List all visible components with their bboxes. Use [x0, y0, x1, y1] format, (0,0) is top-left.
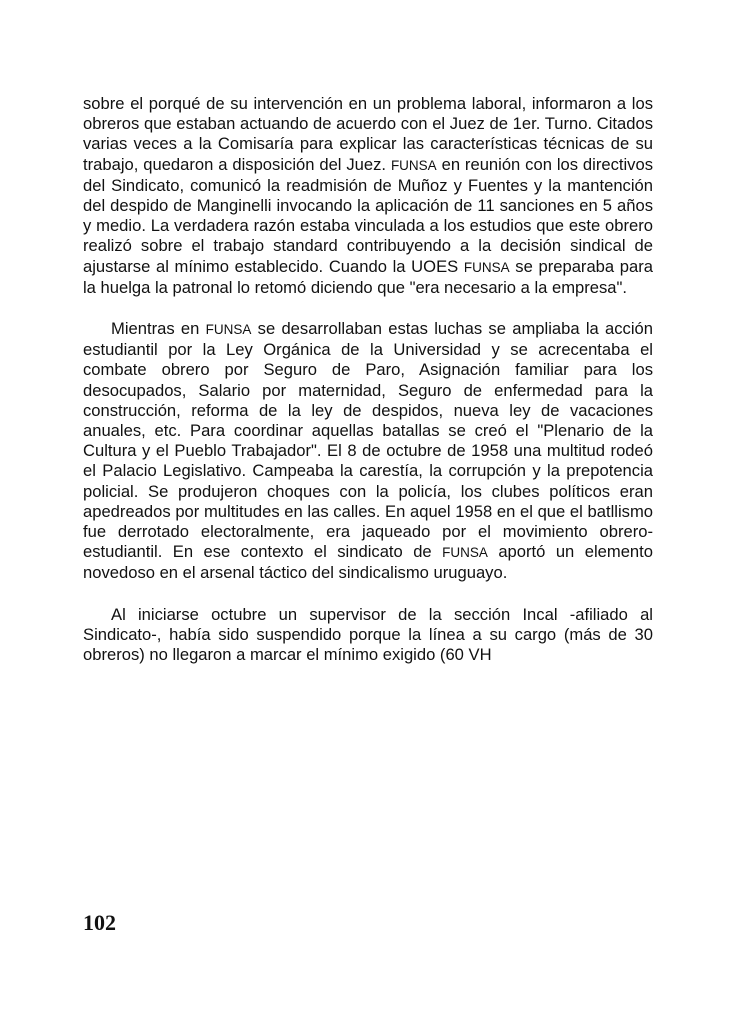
paragraph-2 — [83, 319, 653, 584]
funsa-smallcaps: FUNSA — [205, 322, 252, 338]
text-segment: se preparaba para la huelga la patronal lo retomó diciendo que "era necesario a la empresa". — [83, 256, 653, 297]
paragraph-3 — [83, 605, 653, 666]
paragraph-gap — [83, 298, 653, 319]
text-segment: Mientras en — [111, 319, 206, 339]
text-segment: sobre el porqué de su intervención en un problema laboral, informaron a los obreros que estaban actuando de acuerdo con el Juez de 1er. Turno. Citados varias veces a la Comisaría para explicar las características técnicas de su trabajo, quedaron a disposición del Juez. — [83, 94, 653, 174]
page-body — [83, 94, 653, 665]
text-segment: aportó un elemento novedoso en el arsenal táctico del sindicalismo uruguayo. — [83, 542, 653, 583]
funsa-smallcaps: FUNSA — [463, 259, 510, 275]
paragraph-gap — [83, 584, 653, 605]
text-segment: Al iniciarse octubre un supervisor de la sección Incal -afiliado al Sindicato-, había sido suspendido porque la línea a su cargo (más de 30 obreros) no llegaron a marcar el mínimo exigido (60 VH — [83, 604, 653, 665]
text-segment: en reunión con los directivos del Sindicato, comunicó la readmisión de Muñoz y Fuentes y la mantención del despido de Manginelli invocando la aplicación de 11 sanciones en 5 años y medio. La verdadera razón estaba vinculada a los estudios que este obrero realizó sobre el trabajo standard contribuyendo a la decisión sindical de ajustarse al mínimo establecido. Cuando la UOES — [83, 154, 654, 276]
page-number: 102 — [83, 910, 116, 935]
text-segment: se desarrollaban estas luchas se ampliaba la acción estudiantil por la Ley Orgánica de la Universidad y se acrecentaba el combate obrero por Seguro de Paro, Asignación familiar para los desocupados, Salario por maternidad, Seguro de enfermedad para la construcción, reforma de la ley de despidos, nueva ley de vacaciones anuales, etc. Para coordinar aquellas batallas se creó el "Plenario de la Cultura y el Pueblo Trabajador". El 8 de octubre de 1958 una multitud rodeó el Palacio Legislativo. Campeaba la carestía, la corrupción y la prepotencia policial. Se produjeron choques con la policía, los clubes políticos eran apedreados por multitudes en las calles. En aquel 1958 en el que el batllismo fue derrotado electoralmente, era jaqueado por el movimiento obrero-estudiantil. En ese contexto el sindicato de — [83, 319, 653, 562]
funsa-smallcaps: FUNSA — [442, 545, 488, 561]
paragraph-1 — [83, 94, 653, 298]
funsa-smallcaps: FUNSA — [390, 157, 437, 173]
